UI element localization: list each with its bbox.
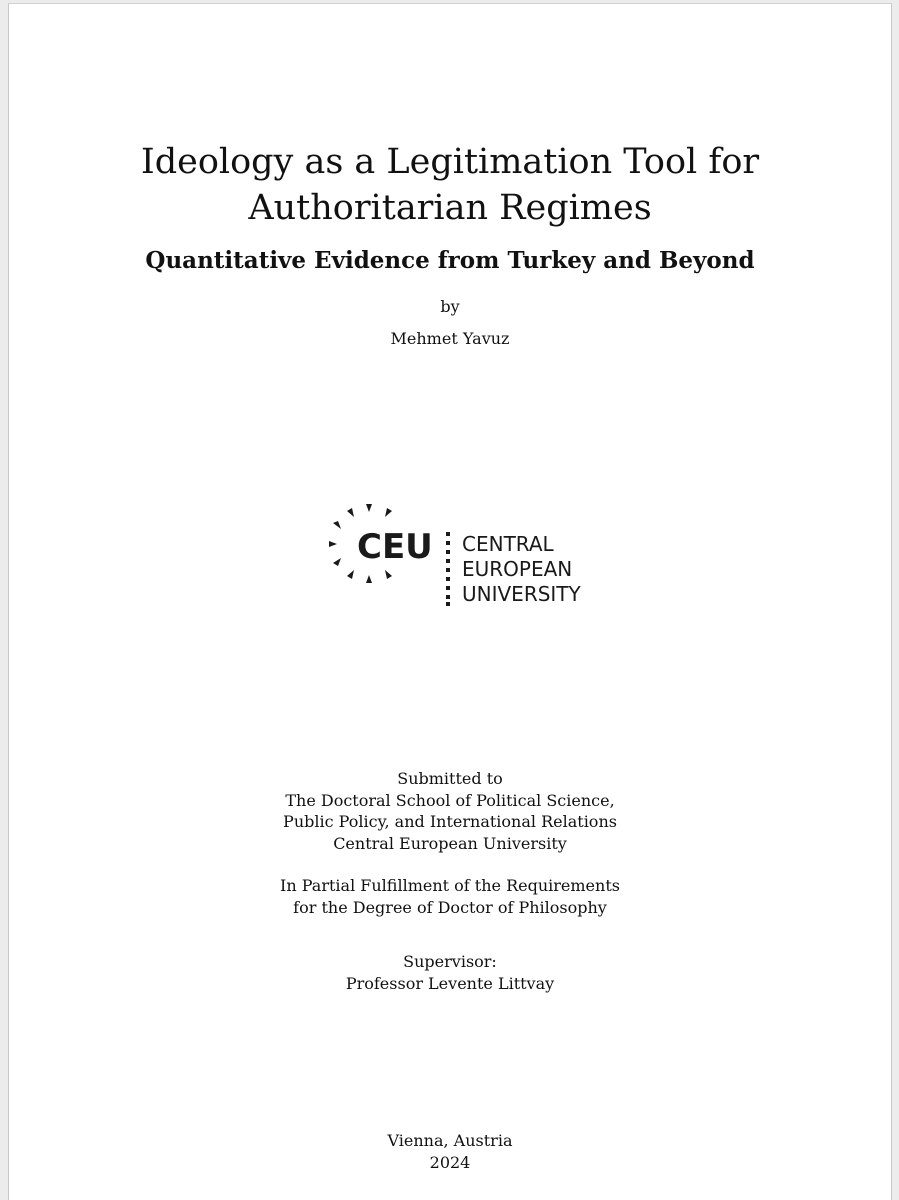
place-name: Vienna, Austria	[387, 1131, 513, 1150]
ray-left	[329, 541, 337, 547]
year: 2024	[429, 1152, 471, 1172]
ray-bottom-right	[385, 570, 392, 579]
logo-line-european: EUROPEAN	[462, 557, 573, 581]
submitted-line-2: The Doctoral School of Political Science,	[285, 790, 615, 810]
ray-bottom-left	[347, 570, 354, 579]
viewer-scroll-area	[892, 0, 899, 1200]
ray-top-right	[385, 508, 392, 517]
supervisor-label: Supervisor:	[403, 952, 497, 971]
by-label: by	[440, 297, 460, 316]
ceu-logo-graphic	[319, 496, 599, 611]
submitted-line-1: Submitted to	[397, 769, 503, 788]
thesis-title	[9, 139, 891, 231]
supervisor-name: Professor Levente Littvay	[345, 973, 555, 993]
dotted-divider	[446, 532, 450, 606]
supervisor-block	[9, 951, 891, 994]
logo-line-university: UNIVERSITY	[462, 582, 581, 606]
ceu-abbr: CEU	[357, 527, 433, 567]
submitted-line-3: Public Policy, and International Relations	[283, 812, 617, 831]
logo-line-central: CENTRAL	[462, 532, 554, 556]
submission-block	[9, 768, 891, 854]
fulfillment-line-1: In Partial Fulfillment of the Requirements	[280, 876, 620, 895]
fulfillment-block	[9, 875, 891, 918]
title-line-1: Ideology as a Legitimation Tool for	[140, 142, 760, 182]
ray-top-center	[366, 504, 372, 512]
fulfillment-line-2: for the Degree of Doctor of Philosophy	[293, 897, 607, 917]
place-date-block	[9, 1130, 891, 1173]
ceu-logo	[319, 496, 599, 611]
ray-top-left	[347, 508, 354, 517]
title-line-2: Authoritarian Regimes	[248, 188, 652, 228]
submitted-line-4: Central European University	[333, 833, 567, 853]
ray-lower-left	[333, 558, 341, 566]
thesis-subtitle: Quantitative Evidence from Turkey and Beyond	[145, 247, 755, 274]
author-name: Mehmet Yavuz	[390, 329, 510, 348]
ray-bottom-center	[366, 575, 372, 583]
ray-upper-left	[333, 521, 341, 529]
title-page	[8, 3, 892, 1200]
